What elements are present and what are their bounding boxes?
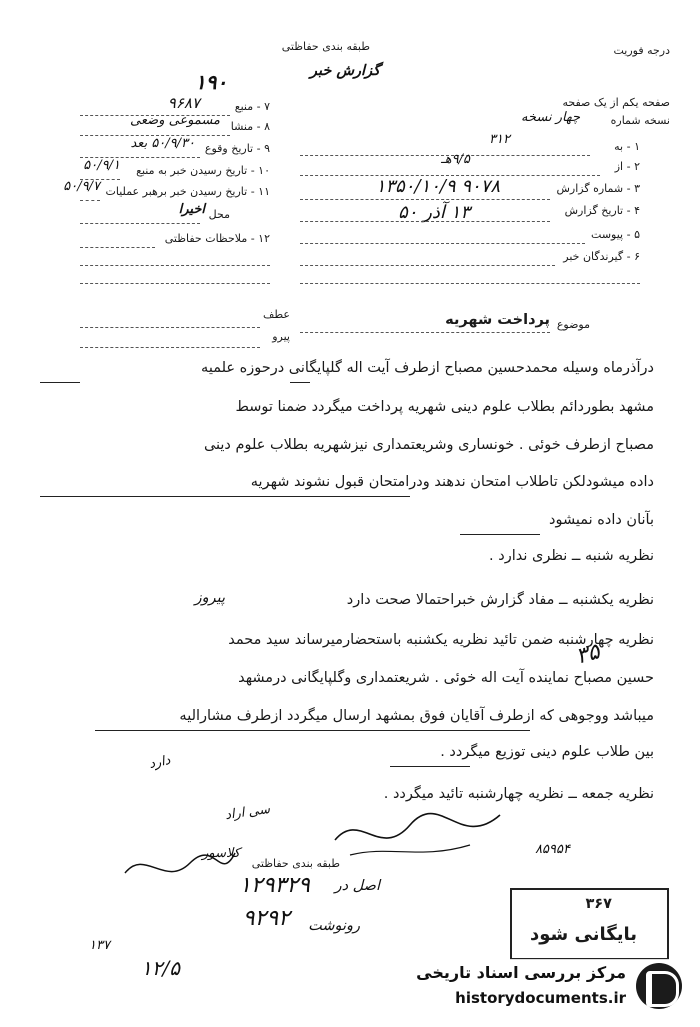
field-7-value: ۹۶۸۷: [167, 94, 200, 112]
field-11-line: [80, 200, 100, 201]
field-5-line: [300, 243, 585, 244]
asl-label: اصل در: [334, 878, 380, 894]
opinion-friday: نظریه جمعه ــ نظریه چهارشنبه تائید میگردد .: [383, 786, 654, 802]
opinion-wednesday-3: میباشد ووجوهی که ازطرف آقایان فوق بمشهد ارسال میگردد ازطرف مشارالیه: [179, 708, 654, 724]
field-4-line: [300, 221, 550, 222]
archive-stamp-number: ۳۶۷: [585, 896, 612, 912]
field-11-value: ۵۰/۹/۷: [63, 179, 100, 194]
asl-value: ۱۲۹۳۲۹: [239, 873, 310, 898]
atf-line: [80, 327, 260, 328]
underline-w3: [95, 730, 530, 731]
copy-label: نسخه شماره: [610, 114, 670, 127]
field-12-line: [80, 247, 155, 248]
field-12-line-2: [80, 265, 270, 266]
body-line-5: بآنان داده نمیشود: [549, 512, 654, 528]
field-2-label: ۲ - از: [614, 160, 640, 173]
scribble-left: [120, 843, 240, 893]
field-12-line-3: [80, 283, 270, 284]
body-line-3: مصباح ازطرف خوئی . خونساری وشریعتمداری نیزشهریه بطلاب علوم دینی: [203, 437, 654, 453]
underline-1a: [290, 382, 310, 383]
field-4-value: ۱۳ آذر ۵۰: [398, 202, 470, 223]
underline-4: [40, 496, 410, 497]
place-line: [80, 223, 200, 224]
archive-stamp: [510, 888, 669, 960]
opinion-wednesday-1: نظریه چهارشنبه ضمن تائید نظریه یکشنبه باستحضارمیرساند سید محمد: [228, 632, 654, 648]
field-8-label: ۸ - منشا: [230, 120, 270, 133]
body-line-4: داده میشودلکن تاطلاب امتحان ندهند ودرامتحان قبول نشوند شهریه: [250, 474, 654, 490]
field-6-line-2: [300, 283, 640, 284]
field-8-value: مسموعی وضعی: [130, 113, 220, 128]
field-10-value: ۵۰/۹/۱: [83, 158, 120, 173]
stamp-number: ۱۹۰: [195, 70, 228, 94]
field-3-value: ۱۳۵۰/۱۰/۹ ۹۰۷۸: [375, 176, 500, 197]
underline-5: [460, 534, 540, 535]
bottom-left-a: ۱۳۷: [89, 938, 110, 953]
ronevesht-value: ۹۲۹۲: [242, 906, 290, 931]
field-12-label: ۱۲ - ملاحظات حفاظتی: [164, 232, 270, 245]
place-label: محل: [208, 208, 230, 221]
field-3-line: [300, 199, 550, 200]
opinion-sunday: نظریه یکشنبه ــ مفاد گزارش خبراحتمالا صحت دارد: [346, 592, 654, 608]
opinion-wednesday-4: بین طلاب علوم دینی توزیع میگردد .: [440, 744, 654, 760]
field-5-label: ۵ - پیوست: [591, 228, 640, 241]
bottom-left-b: ۱۲/۵: [141, 956, 180, 980]
subject-line: [300, 332, 550, 333]
ronevesht-label: رونوشت: [308, 918, 360, 934]
opinion-saturday: نظریه شنبه ــ نظری ندارد .: [489, 548, 654, 564]
field-6-label: ۶ - گیرندگان خبر: [563, 250, 640, 263]
margin-number: ۳۵: [573, 639, 603, 670]
report-title: گزارش خبر: [309, 62, 380, 79]
peyro-label: پیرو: [272, 330, 290, 343]
field-3-label: ۳ - شماره گزارش: [556, 182, 640, 195]
field-2-value: ۹/۵هـ: [440, 152, 470, 167]
field-1-label: ۱ - به: [614, 140, 640, 153]
field-11-label: ۱۱ - تاریخ رسیدن خبر برهبر عملیات: [105, 185, 270, 198]
body-line-1: درآذرماه وسیله محمدحسین مصباح ازطرف آیت اله گلپایگانی درحوزه علمیه: [201, 360, 654, 376]
field-10-label: ۱۰ - تاریخ رسیدن خبر به منبع: [136, 164, 270, 177]
watermark: [382, 959, 682, 1015]
footer-classification: طبقه بندی حفاظتی: [251, 857, 340, 870]
watermark-url: historydocuments.ir: [455, 989, 626, 1007]
right-code: ۸۵۹۵۴: [535, 842, 570, 857]
place-value: اخیرا: [178, 202, 205, 217]
signature-scribble: [330, 800, 510, 870]
field-7-label: ۷ - منبع: [234, 100, 270, 113]
body-line-2: مشهد بطوردائم بطلاب علوم دینی شهریه پرداخت میگردد ضمنا توسط: [235, 399, 654, 415]
handwritten-note-a: دارد: [147, 752, 172, 773]
archive-stamp-text: بایگانی شود: [530, 924, 637, 945]
urgency-label: درجه فوریت: [613, 44, 670, 57]
peyro-line: [80, 347, 260, 348]
subject-label: موضوع: [556, 318, 590, 331]
classification-label: طبقه بندی حفاظتی: [281, 40, 370, 53]
underline-w4: [390, 766, 470, 767]
kalasor-note: کلاسور: [202, 846, 240, 861]
field-6-line: [300, 265, 555, 266]
watermark-title: مرکز بررسی اسناد تاریخی: [416, 963, 626, 982]
handwritten-note-b: سی اراد: [224, 801, 271, 824]
field-9-value: ۵۰/۹/۳۰ بعد: [130, 136, 195, 151]
underline-1b: [40, 382, 80, 383]
subject-value: پرداخت شهریه: [445, 312, 550, 328]
archive-logo-icon: [636, 963, 682, 1009]
atf-label: عطف: [263, 308, 290, 321]
page-label: صفحه یکم از یک صفحه: [562, 96, 670, 109]
field-9-label: ۹ - تاریخ وقوع: [204, 142, 270, 155]
handwritten-peyroz: پیروز: [194, 590, 225, 606]
field-1-value: ۳۱۲: [489, 132, 510, 147]
copy-value: چهار نسخه: [521, 110, 580, 125]
opinion-wednesday-2: حسین مصباح نماینده آیت اله خوئی . شریعتمداری وگلپایگانی درمشهد: [238, 670, 654, 686]
field-4-label: ۴ - تاریخ گزارش: [564, 204, 640, 217]
